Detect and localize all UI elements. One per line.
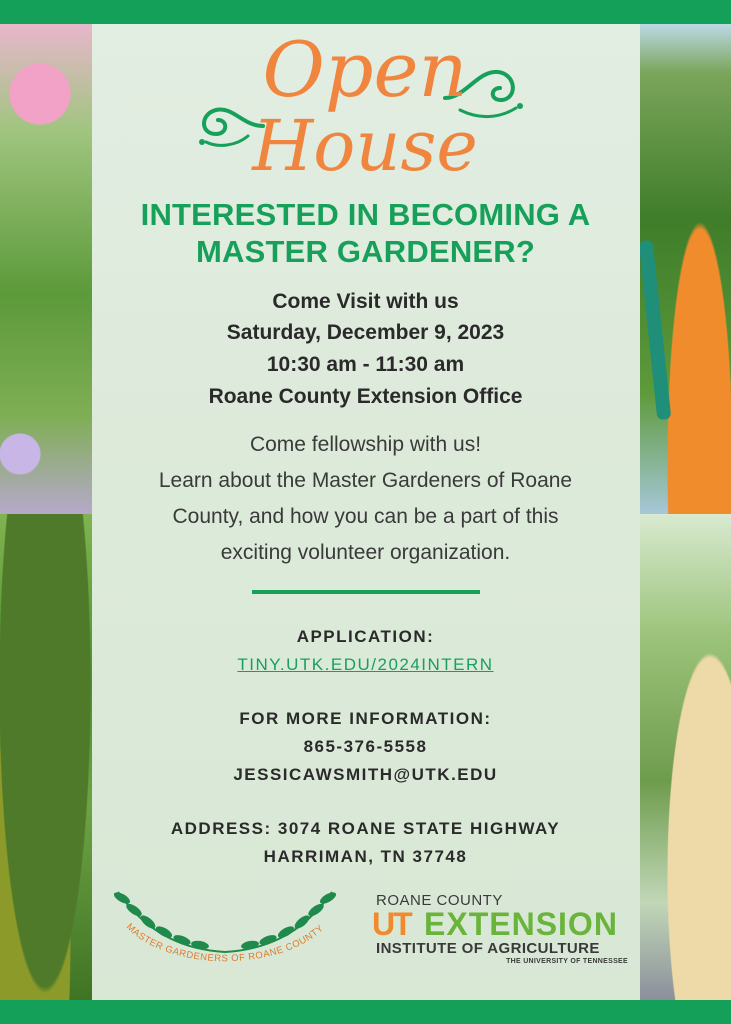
event-intro: Come Visit with us <box>272 290 459 313</box>
description-line4: exciting volunteer organization. <box>220 541 511 564</box>
ut-university-text: THE UNIVERSITY OF TENNESSEE <box>506 958 628 965</box>
headline-line1: INTERESTED IN BECOMING A <box>140 197 591 232</box>
description-line2: Learn about the Master Gardeners of Roane <box>158 469 573 492</box>
event-location: Roane County Extension Office <box>208 385 523 408</box>
contact-email: JESSICAWSMITH@UTK.EDU <box>233 765 498 784</box>
contact-label: FOR MORE INFORMATION: <box>239 709 492 728</box>
application-link[interactable]: TINY.UTK.EDU/2024INTERN <box>237 655 494 674</box>
master-gardeners-logo <box>110 880 340 985</box>
description-line3: County, and how you can be a part of this <box>172 505 559 528</box>
topiary-garden-photo <box>0 514 92 1000</box>
flower-photo <box>0 24 92 514</box>
master-gardeners-text: MASTER GARDENERS OF ROANE COUNTY <box>123 921 327 965</box>
contact-phone: 865-376-5558 <box>303 737 428 756</box>
address-line2: HARRIMAN, TN 37748 <box>263 847 468 866</box>
description-line1: Come fellowship with us! <box>249 433 482 456</box>
ut-mark: UT <box>372 906 411 942</box>
application-label: APPLICATION: <box>296 627 435 646</box>
event-time: 10:30 am - 11:30 am <box>266 353 465 376</box>
headline-line2: MASTER GARDENER? <box>195 234 536 269</box>
title-house: House <box>252 105 478 187</box>
ut-institute-text: INSTITUTE OF AGRICULTURE <box>376 940 600 957</box>
gardener-photo <box>640 514 731 1000</box>
ut-extension-logo <box>372 892 634 972</box>
application-link-row <box>100 652 631 677</box>
address-line1: ADDRESS: 3074 ROANE STATE HIGHWAY <box>170 819 561 838</box>
bottom-green-bar <box>0 1000 731 1024</box>
event-date: Saturday, December 9, 2023 <box>226 321 505 344</box>
title-open: Open <box>262 25 468 114</box>
headline <box>100 196 631 270</box>
ut-extension-text: EXTENSION <box>424 906 618 942</box>
top-green-bar <box>0 0 731 24</box>
section-divider <box>252 590 480 594</box>
ut-county-text: ROANE COUNTY <box>376 892 503 909</box>
